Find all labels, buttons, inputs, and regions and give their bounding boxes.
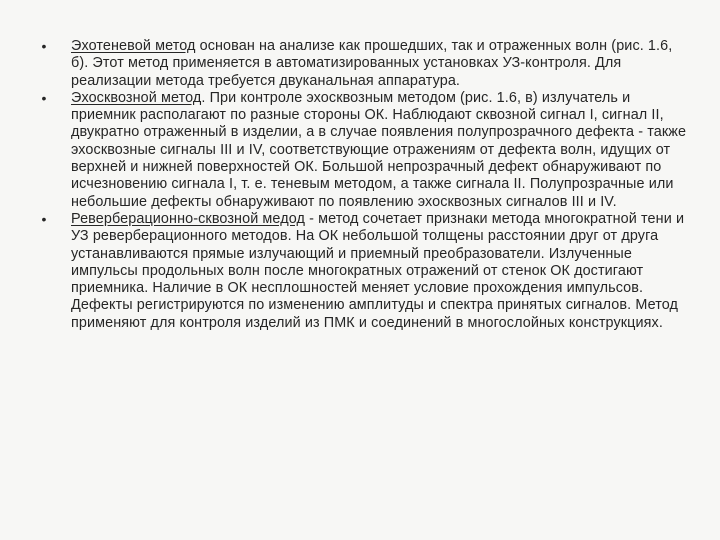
item-text: основан на анализе как прошедших, так и отраженных волн (рис. 1.6, б). Этот метод применяется в автоматизированных установках УЗ-контроля. Для реализации метода требуется двуканальная аппаратура. [71, 38, 673, 89]
item-text: . При контроле эхосквозным методом (рис. 1.6, в) излучатель и приемник располагают по разные стороны ОК. Наблюдают сквозной сигнал I, сигнал II, двукратно отраженный в изделии, а в случае появления полупрозрачного дефекта - также эхосквозные сигналы III и IV, соответствующие отражениям от дефекта волн, идущих от верхней и нижней поверхностей ОК. Большой непрозрачный дефект обнаруживают по исчезновению сигнала I, т. е. теневым методом, а также сигнала II. Полупрозрачные или небольшие дефекты обнаруживают по появлению эхосквозных сигналов III и IV. [71, 89, 687, 210]
list-item-echo-through-method [38, 90, 688, 211]
list-item-echo-shadow-method [38, 38, 688, 90]
bullet-icon: • [41, 89, 47, 106]
item-text: - метод сочетает признаки метода многократной тени и УЗ реверберационного методов. На ОК небольшой толщены расстоянии друг от друга устанавливаются прямые излучающий и приемный преобразователи. Излученные импульсы продольных волн после многократных отражений от стенок ОК достигают приемника. Наличие в ОК несплошностей меняет условие прохождения импульсов. Дефекты регистрируются по изменению амплитуды и спектра принятых сигналов. Метод применяют для контроля изделий из ПМК и соединений в многослойных конструкциях. [71, 210, 685, 331]
term-echo-shadow-method: Эхотеневой метод [71, 38, 196, 54]
term-reverberation-through-method: Реверберационно-сквозной медод [71, 210, 305, 227]
list-item-reverberation-through-method [38, 211, 688, 332]
term-echo-through-method: Эхосквозной метод [71, 89, 202, 106]
bullet-icon: • [41, 38, 47, 54]
bullet-icon: • [41, 210, 47, 227]
bullet-list [38, 38, 688, 332]
